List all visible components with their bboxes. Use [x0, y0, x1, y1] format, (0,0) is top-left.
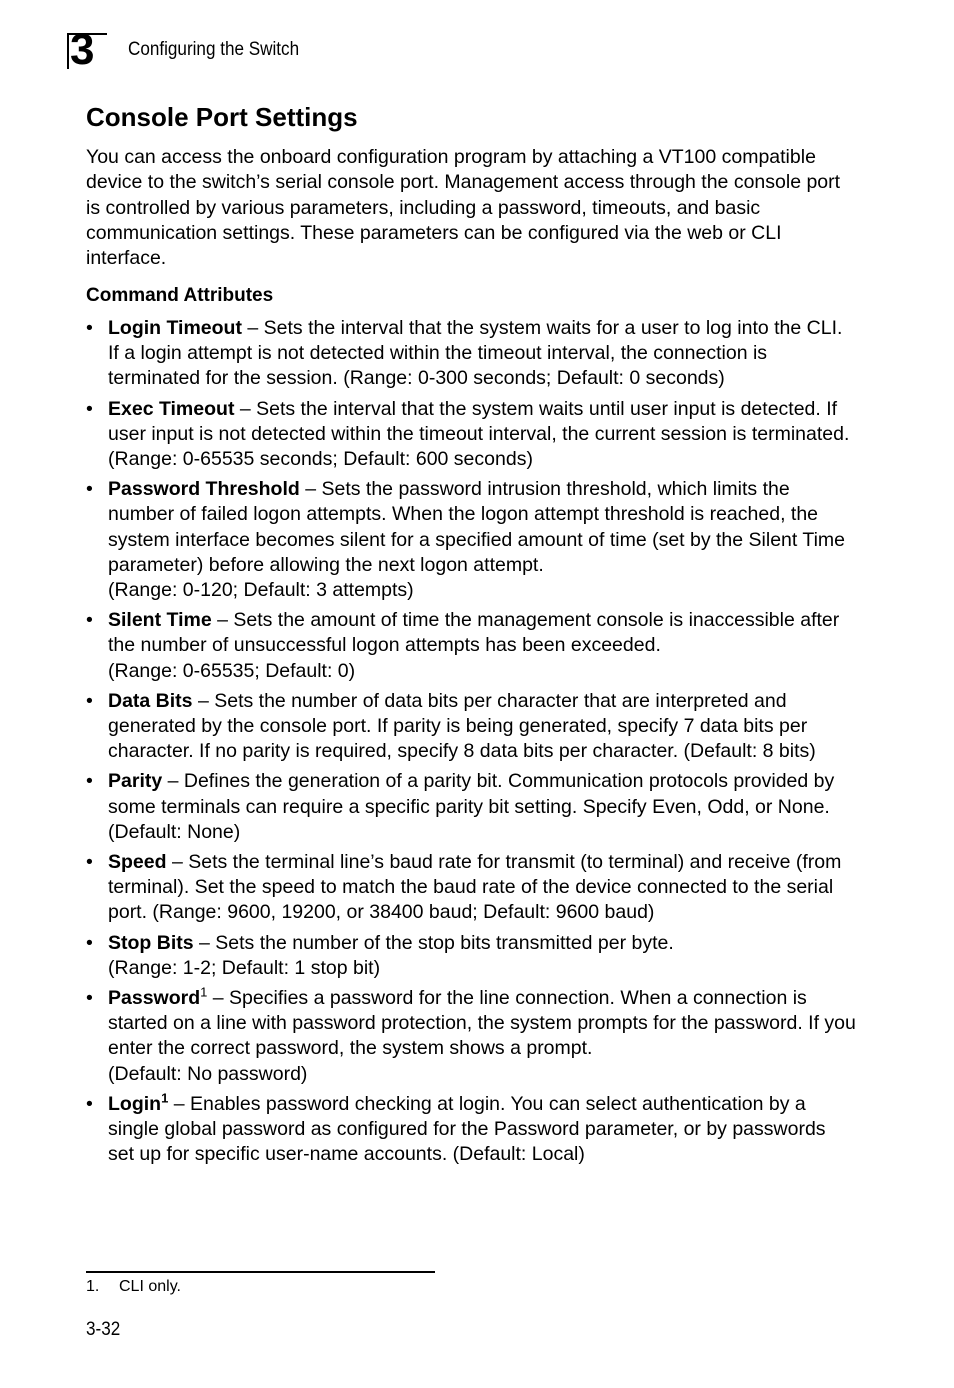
attribute-term: Data Bits [108, 689, 193, 712]
attribute-term: Password Threshold [108, 478, 300, 501]
attribute-term: Speed [108, 851, 167, 874]
bullet: • [86, 931, 93, 954]
bullet: • [86, 770, 93, 793]
footnote-reference: 1 [161, 1090, 169, 1106]
attribute-term: Stop Bits [108, 931, 194, 954]
section-title: Console Port Settings [86, 102, 358, 132]
attribute-item [86, 931, 856, 981]
page-number: 3-32 [86, 1319, 121, 1340]
attribute-item [86, 316, 856, 392]
bullet: • [86, 987, 93, 1010]
attribute-description: – Sets the amount of time the management console is inaccessible after the number of unsuccessful logon attempts has been exceeded. [108, 609, 840, 657]
attribute-list [86, 316, 856, 1173]
attribute-description: – Defines the generation of a parity bit. Communication protocols provided by some terminals can require a specific parity bit setting. Specify Even, Odd, or None. (Default: None) [108, 770, 835, 843]
attribute-range: (Default: No password) [108, 1062, 308, 1085]
attribute-item [86, 608, 856, 684]
attribute-item [86, 689, 856, 765]
attribute-term: Login [108, 1092, 162, 1115]
footnote-number: 1. [86, 1278, 100, 1295]
command-attributes-heading: Command Attributes [86, 285, 274, 306]
attribute-item [86, 769, 856, 845]
footnote-text: CLI only. [119, 1278, 181, 1295]
attribute-item [86, 986, 856, 1087]
attribute-description: – Specifies a password for the line connection. When a connection is started on a line with password protection, the system prompts for the password. If you enter the correct password, the system shows a prompt. [108, 987, 856, 1060]
attribute-description: – Sets the terminal line’s baud rate for transmit (to terminal) and receive (from terminal). Set the speed to match the baud rate of the device connected to the serial port. (Range: 9600, 19200, or 38400 baud; Default: 9600 baud) [108, 851, 842, 924]
footnote-reference: 1 [200, 984, 208, 1000]
attribute-description: – Sets the password intrusion threshold, which limits the number of failed logon attempts. When the logon attempt threshold is reached, the system interface becomes silent for a specified amount of time (set by the Silent Time parameter) before allowing the next logon attempt. [108, 478, 845, 576]
attribute-description: – Sets the interval that the system waits for a user to log into the CLI. If a login attempt is not detected within the timeout interval, the connection is terminated for the session. (Range: 0-300 seconds; Default: 0 seconds) [108, 317, 843, 390]
attribute-description: – Sets the interval that the system waits until user input is detected. If user input is not detected within the timeout interval, the current session is terminated. (Range: 0-65535 seconds; Default: 600 seconds) [108, 397, 850, 471]
attribute-range: (Range: 0-120; Default: 3 attempts) [108, 579, 414, 602]
running-header-title: Configuring the Switch [128, 39, 300, 60]
attribute-range: (Range: 1-2; Default: 1 stop bit) [108, 956, 381, 979]
footnote-rule [86, 1271, 435, 1273]
bullet: • [86, 1092, 93, 1115]
intro-paragraph: You can access the onboard configuration program by attaching a VT100 compatible device to the switch’s serial console port. Management access through the console port is controlled by various parameters, including a password, timeouts, and basic communication settings. These parameters can be configured via the web or CLI interface. [86, 146, 841, 270]
bullet: • [86, 317, 93, 339]
bullet: • [86, 609, 93, 632]
bullet: • [86, 689, 93, 712]
attribute-description: – Sets the number of data bits per character that are interpreted and generated by the console port. If parity is being generated, specify 7 data bits per character. If no parity is required, specify 8 data bits per character. (Default: 8 bits) [108, 689, 816, 763]
attribute-item [86, 1092, 856, 1168]
chapter-number: 3 [70, 25, 94, 74]
attribute-item [86, 397, 856, 473]
footnote [86, 1277, 181, 1297]
attribute-term: Silent Time [108, 609, 212, 632]
bullet: • [86, 851, 93, 874]
attribute-item [86, 477, 856, 603]
attribute-term: Login Timeout [108, 317, 242, 339]
attribute-range: (Range: 0-65535; Default: 0) [108, 659, 356, 682]
attribute-description: – Enables password checking at login. You can select authentication by a single global password as configured for the Password parameter, or by passwords set up for specific user-name accounts. (Default: Local) [108, 1092, 826, 1166]
bullet: • [86, 478, 93, 501]
attribute-term: Parity [108, 770, 163, 793]
bullet: • [86, 397, 93, 420]
attribute-term: Password [108, 987, 201, 1010]
attribute-description: – Sets the number of the stop bits transmitted per byte. [193, 931, 674, 954]
attribute-item [86, 850, 856, 926]
attribute-term: Exec Timeout [108, 397, 235, 420]
